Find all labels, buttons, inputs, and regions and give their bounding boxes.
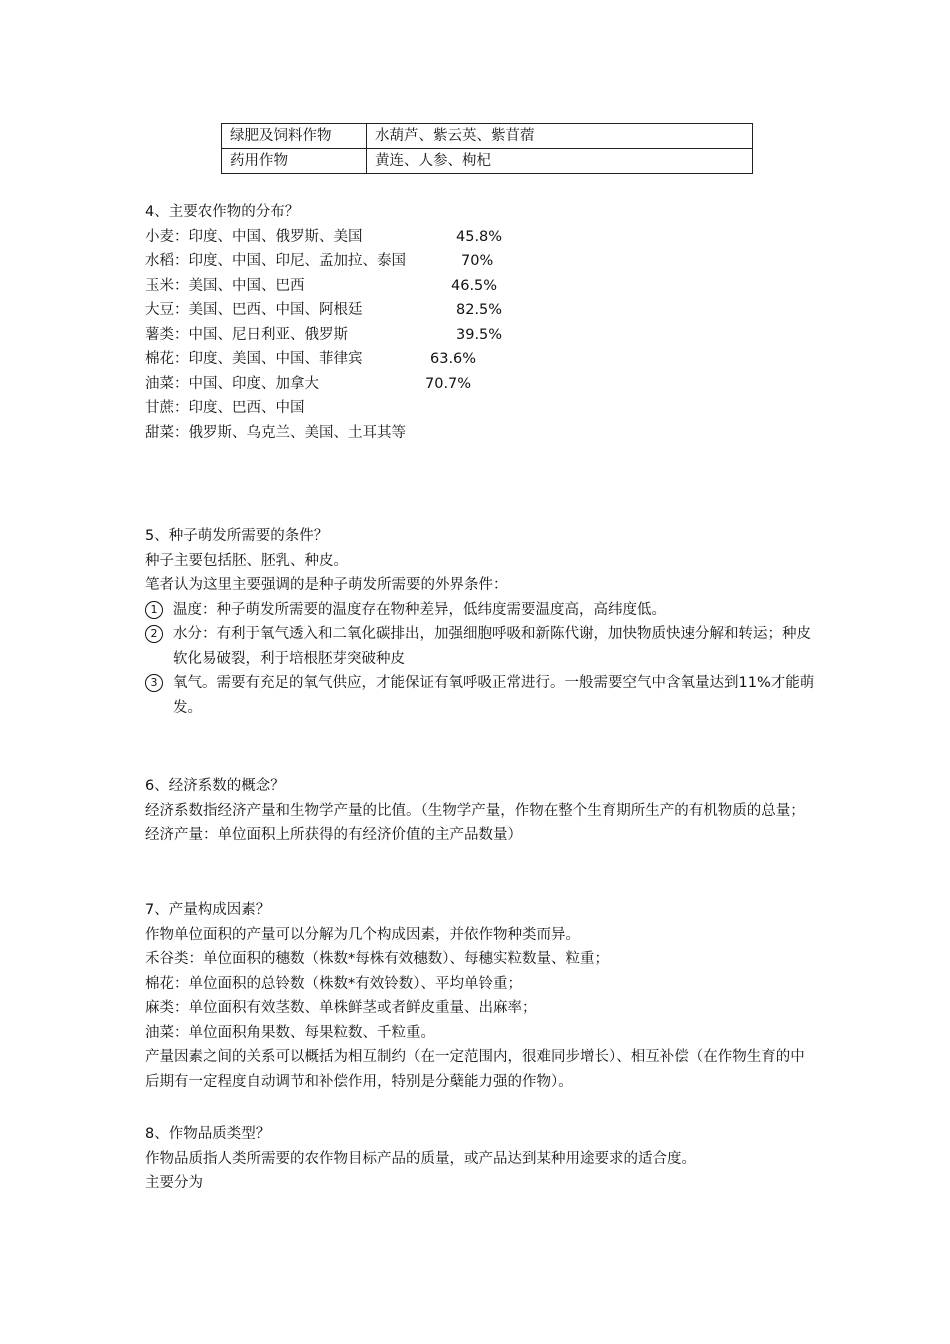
section-title: 4、主要农作物的分布？ — [145, 204, 300, 220]
paragraph: 笔者认为这里主要强调的是种子萌发所需要的外界条件： — [145, 577, 508, 593]
list-item: 小麦：印度、中国、俄罗斯、美国 45.8% — [145, 228, 503, 245]
paragraph: 作物品质指人类所需要的农作物目标产品的质量，或产品达到某种用途要求的适合度。 — [145, 1150, 696, 1167]
table-cell-category: 绿肥及饲料作物 — [222, 124, 367, 149]
section-5 — [145, 524, 815, 720]
section-title: 8、作物品质类型？ — [145, 1126, 271, 1142]
list-item: 甘蔗：印度、巴西、中国 — [145, 400, 305, 416]
crop-category-table — [221, 123, 753, 174]
paragraph: 麻类：单位面积有效茎数、单株鲜茎或者鲜皮重量、出麻率； — [145, 1000, 537, 1016]
list-item: 甜菜：俄罗斯、乌克兰、美国、土耳其等 — [145, 424, 406, 441]
list-item: 薯类：中国、尼日利亚、俄罗斯 39.5% — [145, 326, 503, 343]
table-cell-category: 药用作物 — [222, 149, 367, 174]
list-item: 2 水分：有利于氧气透入和二氧化碳排出，加强细胞呼吸和新陈代谢，加快物质快速分解和转运；种皮软化易破裂，利于培根胚芽突破种皮 — [145, 622, 815, 671]
paragraph: 棉花：单位面积的总铃数（株数*有效铃数）、平均单铃重； — [145, 975, 522, 992]
paragraph: 经济系数指经济产量和生物学产量的比值。（生物学产量，作物在整个生育期所生产的有机物质的总量；经济产量：单位面积上所获得的有经济价值的主产品数量） — [145, 802, 805, 843]
section-4 — [145, 200, 815, 445]
paragraph: 种子主要包括胚、胚乳、种皮。 — [145, 552, 348, 569]
section-title: 7、产量构成因素？ — [145, 902, 271, 918]
section-title: 6、经济系数的概念？ — [145, 778, 285, 794]
list-item: 玉米：美国、中国、巴西 46.5% — [145, 277, 498, 294]
section-title: 5、种子萌发所需要的条件？ — [145, 528, 329, 544]
section-8 — [145, 1122, 815, 1196]
paragraph: 油菜：单位面积角果数、每果粒数、千粒重。 — [145, 1024, 435, 1041]
table-row — [222, 149, 753, 174]
paragraph: 作物单位面积的产量可以分解为几个构成因素，并依作物种类而异。 — [145, 926, 580, 943]
list-item: 大豆：美国、巴西、中国、阿根廷 82.5% — [145, 302, 503, 318]
circled-number: 3 — [145, 674, 163, 692]
paragraph: 主要分为 — [145, 1175, 203, 1191]
list-item: 油菜：中国、印度、加拿大 70.7% — [145, 375, 472, 392]
list-item: 1 温度：种子萌发所需要的温度存在物种差异，低纬度需要温度高，高纬度低。 — [145, 598, 815, 623]
table-cell-examples: 黄连、人参、枸杞 — [367, 149, 753, 174]
section-6 — [145, 774, 815, 848]
circled-number: 1 — [145, 601, 163, 619]
list-item: 棉花：印度、美国、中国、菲律宾 63.6% — [145, 351, 477, 367]
circled-number: 2 — [145, 625, 163, 643]
table-row — [222, 124, 753, 149]
paragraph: 产量因素之间的关系可以概括为相互制约（在一定范围内，很难同步增长）、相互补偿（在作物生育的中后期有一定程度自动调节和补偿作用，特别是分蘖能力强的作物）。 — [145, 1049, 805, 1090]
section-7 — [145, 898, 815, 1094]
list-item: 3 氧气。需要有充足的氧气供应，才能保证有氧呼吸正常进行。一般需要空气中含氧量达到11%才能萌发。 — [145, 671, 815, 720]
list-item: 水稻：印度、中国、印尼、孟加拉、泰国 70% — [145, 253, 494, 269]
table-cell-examples: 水葫芦、紫云英、紫苜蓿 — [367, 124, 753, 149]
paragraph: 禾谷类：单位面积的穗数（株数*每株有效穗数）、每穗实粒数量、粒重； — [145, 951, 609, 967]
